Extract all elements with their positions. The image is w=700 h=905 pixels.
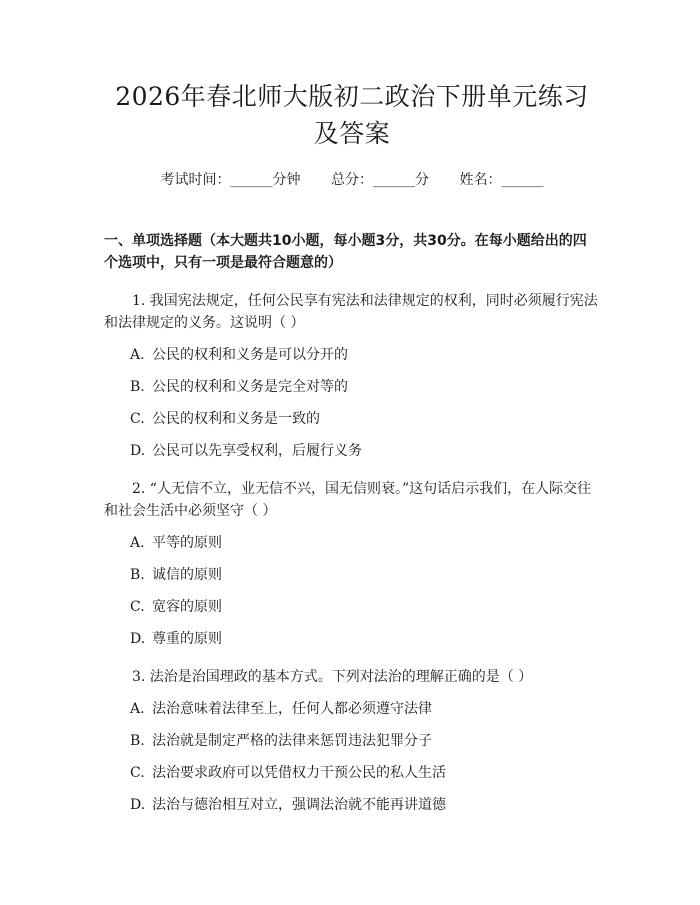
question-3-option-d (104, 794, 600, 816)
option-letter: D. (130, 631, 146, 647)
option-text: 公民的权利和义务是一致的 (152, 411, 320, 427)
question-2-option-b (104, 564, 600, 586)
option-letter: A. (130, 701, 145, 717)
exam-time-field: 考试时间：______分钟 (160, 172, 301, 188)
total-score-field: 总分：______分 (331, 172, 429, 188)
option-letter: B. (130, 379, 145, 395)
question-2-option-c (104, 596, 600, 618)
student-name-field: 姓名：______ (459, 172, 544, 188)
question-2-option-a (104, 532, 600, 554)
document-title: 2026年春北师大版初二政治下册单元练习及答案 (115, 82, 589, 148)
option-letter: D. (130, 797, 146, 813)
question-2-option-d (104, 628, 600, 650)
option-text: 宽容的原则 (152, 599, 222, 615)
question-1: 1. 我国宪法规定，任何公民享有宪法和法律规定的权利，同时必须履行宪法和法律规定的义务。这说明（ ） (104, 293, 598, 331)
option-text: 尊重的原则 (152, 631, 222, 647)
option-letter: D. (130, 443, 146, 459)
option-letter: C. (130, 411, 145, 427)
option-text: 诚信的原则 (152, 567, 222, 583)
question-3-option-a (104, 698, 600, 720)
question-1-option-d (104, 440, 600, 462)
option-text: 公民的权利和义务是可以分开的 (152, 347, 348, 363)
question-3-option-b (104, 730, 600, 752)
question-1-option-b (104, 376, 600, 398)
option-letter: C. (130, 765, 145, 781)
section-heading: 一、单项选择题（本大题共10小题，每小题3分，共30分。在每小题给出的四个选项中，只有一项是最符合题意的） (104, 233, 587, 271)
option-text: 法治就是制定严格的法律来惩罚违法犯罪分子 (152, 733, 432, 749)
option-letter: B. (130, 733, 145, 749)
question-3: 3. 法治是治国理政的基本方式。下列对法治的理解正确的是（ ） (132, 669, 533, 685)
option-text: 公民的权利和义务是完全对等的 (152, 379, 348, 395)
option-letter: B. (130, 567, 145, 583)
exam-info-line (104, 170, 600, 190)
question-3-option-c (104, 762, 600, 784)
option-text: 法治意味着法律至上，任何人都必须遵守法律 (152, 701, 432, 717)
option-text: 法治要求政府可以凭借权力干预公民的私人生活 (152, 765, 446, 781)
option-letter: A. (130, 347, 145, 363)
option-text: 公民可以先享受权利，后履行义务 (152, 443, 362, 459)
question-1-option-a (104, 344, 600, 366)
option-letter: C. (130, 599, 145, 615)
option-text: 平等的原则 (152, 535, 222, 551)
question-2: 2. “人无信不立，业无信不兴，国无信则衰。”这句话启示我们，在人际交往和社会生活中必须坚守（ ） (104, 481, 592, 519)
option-text: 法治与德治相互对立，强调法治就不能再讲道德 (152, 797, 446, 813)
option-letter: A. (130, 535, 145, 551)
question-1-option-c (104, 408, 600, 430)
